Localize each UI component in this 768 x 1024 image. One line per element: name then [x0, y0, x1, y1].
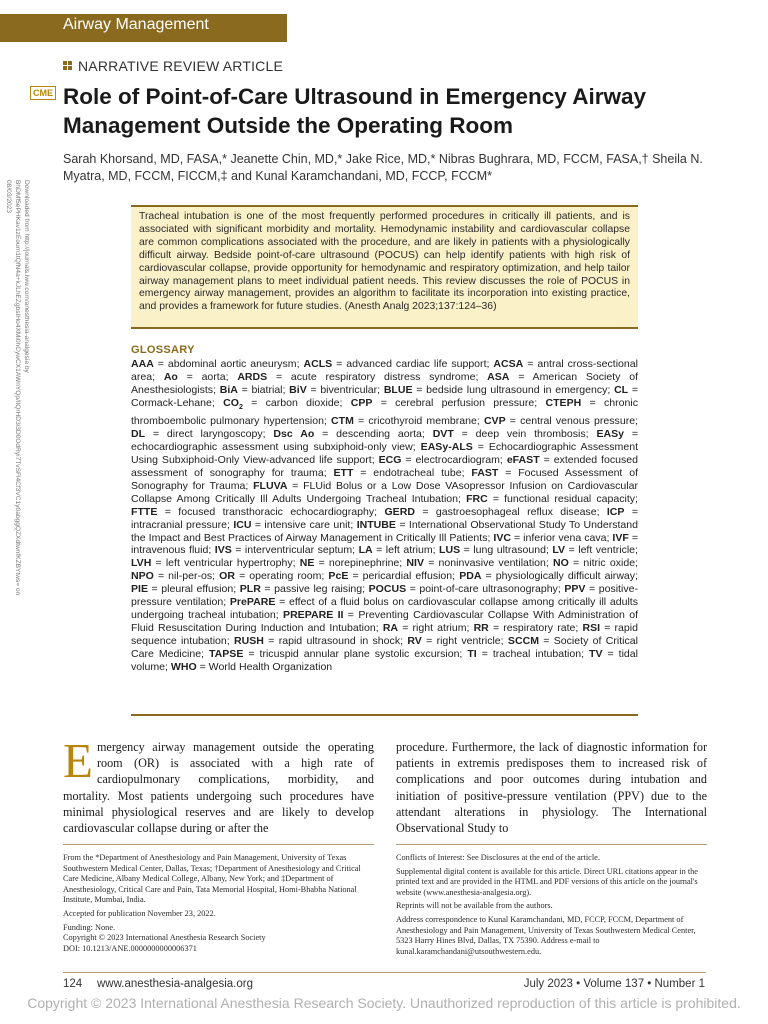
- glossary-term: Ao: [163, 370, 178, 383]
- section-label: Airway Management: [63, 16, 209, 33]
- glossary-term: eFAST: [506, 453, 540, 466]
- glossary-term: RV: [407, 635, 422, 648]
- glossary-definition: = left ventricle;: [565, 544, 638, 557]
- glossary-term: DVT: [432, 427, 454, 440]
- glossary-term: PPV: [564, 583, 586, 596]
- glossary-term: FRC: [466, 492, 488, 505]
- article-type-label: NARRATIVE REVIEW ARTICLE: [78, 58, 283, 74]
- glossary-definition: = biventricular;: [306, 383, 384, 396]
- glossary-definition: = Cormack-Lehane;: [131, 383, 638, 409]
- glossary-definition: = World Health Organization: [196, 661, 333, 674]
- glossary-term: IVF: [612, 531, 629, 544]
- author-list: Sarah Khorsand, MD, FASA,* Jeanette Chin, MD,* Jake Rice, MD,* Nibras Bughrara, MD, FCCM, FASA,† Sheila N. Myatra, MD, FCCM, FICCM,‡ and Kunal Karamchandani, MD, FCCP, FCCM*: [63, 152, 703, 183]
- glossary-term: BiA: [219, 383, 238, 396]
- glossary: [131, 344, 638, 674]
- glossary-definition: = intracranial pressure;: [131, 505, 638, 531]
- glossary-term: ACLS: [303, 358, 333, 370]
- glossary-definition: = left atrium;: [372, 544, 440, 557]
- glossary-term: ACSA: [493, 358, 524, 370]
- glossary-term: PIE: [131, 583, 148, 596]
- glossary-definition: = tracheal intubation;: [476, 648, 590, 661]
- glossary-heading: GLOSSARY: [131, 344, 195, 356]
- glossary-term: RR: [473, 622, 489, 635]
- glossary-definition: = electrocardiogram;: [401, 453, 507, 466]
- glossary-term: AAA: [131, 358, 154, 370]
- glossary-term: $CO_2$: [223, 396, 243, 411]
- glossary-term: IVS: [214, 544, 232, 557]
- glossary-term: Dsc Ao: [273, 427, 315, 440]
- glossary-term: PDA: [459, 570, 482, 583]
- glossary-term: BLUE: [383, 383, 413, 396]
- glossary-definition: = biatrial;: [237, 383, 290, 396]
- glossary-definition: = passive leg raising;: [260, 583, 369, 596]
- glossary-definition: = acute respiratory distress syndrome;: [267, 370, 488, 383]
- glossary-definition: = effect of a fluid bolus on cardiovascular collapse among critically ill adults undergoing tracheal intubation;: [131, 596, 638, 622]
- glossary-definition: = intravenous fluid;: [131, 531, 638, 557]
- glossary-definition: = central venous pressure;: [505, 414, 639, 427]
- glossary-term: DL: [131, 427, 146, 440]
- footnote-divider-left: [63, 844, 374, 845]
- glossary-term: TAPSE: [208, 648, 244, 661]
- glossary-term: TV: [589, 648, 603, 661]
- doi[interactable]: DOI: 10.1213/ANE.0000000000006371: [63, 943, 197, 953]
- glossary-definition: = interventricular septum;: [231, 544, 359, 557]
- glossary-term: FTTE: [131, 505, 158, 518]
- page-number: 124: [63, 978, 83, 990]
- glossary-definition: = noninvasive ventilation;: [424, 557, 554, 570]
- abstract: Tracheal intubation is one of the most frequently performed procedures in critically ill patients, and is associated with significant morbidity and mortality. Hemodynamic instability and cardiovascular collapse are common complications associated with the procedure, and are likely in patients with a physiologically difficult airway. Bedside point-of-care ultrasound (POCUS) can help identify patients with high risk of cardiovascular collapse, provide opportunity for hemodynamic and respiratory optimization, and help tailor airway management plans to meet individual patient needs. This review discusses the role of POCUS in emergency airway management, provides an algorithm to facilitate its incorporation into existing practice, and provides a framework for future studies. (Anesth Analg 2023;137:124–36): [131, 205, 638, 329]
- glossary-definition: = intensive care unit;: [251, 518, 357, 531]
- glossary-term: NO: [553, 557, 569, 570]
- glossary-definition: = tricuspid annular plane systolic excursion;: [243, 648, 468, 661]
- body-text-right: procedure. Furthermore, the lack of diagnostic information for patients in extremis predisposes them to increased risk of complications and poor outcomes during intubation and initiation of positive-pressure ventilation (PPV) due to the attendant alterations in physiology. The International Observational Study to: [396, 740, 707, 836]
- glossary-definition: = rapid sequence intubation;: [131, 622, 638, 648]
- glossary-term: LV: [552, 544, 566, 557]
- conflicts-of-interest: Conflicts of Interest: See Disclosures at the end of the article.: [396, 853, 600, 862]
- glossary-definition: = focused transthoracic echocardiography;: [157, 505, 385, 518]
- section-tab: [0, 14, 287, 42]
- glossary-definition: = respiratory rate;: [488, 622, 583, 635]
- article-type: [63, 58, 283, 74]
- glossary-definition: = point-of-care ultrasonography;: [406, 583, 565, 596]
- reprints: Reprints will not be available from the authors.: [396, 901, 553, 911]
- glossary-definition: = cricothyroid membrane;: [353, 414, 484, 427]
- glossary-definition: = gastroesophageal reflux disease;: [414, 505, 607, 518]
- glossary-definition: = Society of Critical Care Medicine;: [131, 635, 638, 661]
- glossary-term: FAST: [471, 466, 499, 479]
- glossary-term: ASA: [487, 370, 510, 383]
- glossary-definition: = cerebral perfusion pressure;: [372, 396, 546, 409]
- glossary-definition: = lung ultrasound;: [460, 544, 553, 557]
- glossary-term: FLUVA: [253, 479, 288, 492]
- glossary-term: OR: [219, 570, 235, 583]
- footnote-divider-right: [396, 844, 707, 845]
- glossary-definition: = norepinephrine;: [314, 557, 407, 570]
- glossary-definition: = pericardial effusion;: [348, 570, 460, 583]
- glossary-term: PcE: [328, 570, 349, 583]
- footnotes-right: [396, 853, 709, 960]
- glossary-term: NE: [299, 557, 315, 570]
- glossary-definition: = bedside lung ultrasound in emergency;: [412, 383, 615, 396]
- glossary-definition: = Focused Assessment of Sonography for Trauma;: [131, 466, 639, 492]
- glossary-term: LVH: [131, 557, 152, 570]
- glossary-definition: = FLUid Bolus or a Low Dose VAsopressor Infusion on Cardiovascular Collapse Among Critically Ill Adults Undergoing Tracheal Intubation;: [131, 479, 638, 505]
- glossary-definition: = nil-per-os;: [153, 570, 220, 583]
- cme-badge[interactable]: CME: [30, 86, 56, 100]
- glossary-term: ICP: [606, 505, 625, 518]
- glossary-body: [131, 358, 638, 674]
- glossary-term: NPO: [131, 570, 154, 583]
- glossary-term: CPP: [350, 396, 373, 409]
- glossary-definition: = rapid ultrasound in shock;: [263, 635, 408, 648]
- glossary-term: IVC: [493, 531, 511, 544]
- issue-info: July 2023 • Volume 137 • Number 1: [523, 978, 705, 990]
- glossary-definition: = Preventing Cardiovascular Collapse With Administration of Fluid Resuscitation During Induction and Intubation;: [131, 609, 639, 635]
- glossary-definition: = positive-pressure ventilation;: [131, 583, 638, 609]
- footnotes-left: [63, 853, 376, 957]
- glossary-term: ARDS: [237, 370, 268, 383]
- copyright-banner: Copyright © 2023 International Anesthesia Research Society. Unauthorized reproduction of this article is prohibited.: [27, 995, 741, 1011]
- glossary-term: INTUBE: [356, 518, 396, 531]
- glossary-definition: = nitric oxide;: [568, 557, 638, 570]
- body-column-left: [63, 733, 374, 836]
- glossary-term: CTM: [331, 414, 354, 427]
- glossary-term: CVP: [483, 414, 506, 427]
- article-title: Role of Point-of-Care Ultrasound in Emergency Airway Management Outside the Operating Room: [63, 84, 647, 138]
- glossary-term: LA: [358, 544, 373, 557]
- glossary-definition: = deep vein thrombosis;: [453, 427, 597, 440]
- glossary-definition: = International Observational Study To Understand the Impact and Best Practices of Airway Management in Critically Ill Patients;: [131, 518, 639, 544]
- copyright-line: Copyright © 2023 International Anesthesia Research Society: [63, 933, 266, 943]
- glossary-definition: = antral cross-sectional area;: [131, 358, 638, 383]
- glossary-definition: = operating room;: [234, 570, 329, 583]
- glossary-term: CTEPH: [545, 396, 582, 409]
- glossary-definition: = pleural effusion;: [148, 583, 240, 596]
- glossary-term: GERD: [384, 505, 415, 518]
- glossary-definition: = extended focused assessment of sonography for trauma;: [131, 453, 638, 479]
- glossary-definition: = endotracheal tube;: [353, 466, 472, 479]
- grid-square-icon: [63, 61, 72, 70]
- glossary-definition: = American Society of Anesthesiologists;: [131, 370, 639, 396]
- glossary-term: ICU: [233, 518, 252, 531]
- glossary-term: LUS: [439, 544, 461, 557]
- glossary-definition: = descending aorta;: [314, 427, 433, 440]
- correspondence: Address correspondence to Kunal Karamchandani, MD, FCCP, FCCM, Department of Anesthesiology and Pain Management, University of Texas Southwestern Medical Center, 5323 Harry Hines Blvd, Dallas, TX 75390. Address e-mail to kunal.karamchandani@utsouthwestern.edu.: [396, 914, 696, 956]
- affiliations: From the *Department of Anesthesiology and Pain Management, University of Texas Southwestern Medical Center, Dallas, Texas; †Department of Anesthesiology and Critical Care Medicine, Albany Medical College, Albany, New York; and ‡Department of Anesthesiology, Critical Care and Pain, Tata Memorial Hospital, Homi-Bhabha National Institute, Mumbai, India.: [63, 853, 361, 905]
- glossary-term: ECG: [378, 453, 402, 466]
- glossary-term: WHO: [170, 661, 197, 674]
- drop-cap: E: [63, 733, 93, 788]
- body-text-left: mergency airway management outside the operating room (OR) is associated with a high rate of cardiopulmonary complications, morbidity, and mortality. Most patients undergoing such procedures have minimal physiological reserves and are likely to develop cardiovascular collapse during or after the: [63, 740, 374, 836]
- glossary-term: EASy: [596, 427, 624, 440]
- body-column-right: [396, 739, 707, 836]
- glossary-definition: = carbon dioxide;: [242, 396, 351, 409]
- footer-divider: [63, 972, 706, 973]
- glossary-definition: = left ventricular hypertrophy;: [151, 557, 300, 570]
- glossary-definition: = inferior vena cava;: [510, 531, 613, 544]
- glossary-definition: = functional residual capacity;: [487, 492, 638, 505]
- glossary-definition: = echocardiographic assessment using subxiphoid-only view;: [131, 427, 638, 453]
- glossary-term: CL: [614, 383, 629, 396]
- accepted-date: Accepted for publication November 23, 2022.: [63, 908, 216, 918]
- glossary-definition: = physiologically difficult airway;: [481, 570, 638, 583]
- glossary-definition: = abdominal aortic aneurysm;: [153, 358, 304, 370]
- glossary-definition: = tidal volume;: [131, 648, 639, 674]
- glossary-term: POCUS: [368, 583, 407, 596]
- download-watermark: [5, 180, 39, 600]
- glossary-term: BiV: [289, 383, 307, 396]
- glossary-term: EASy-ALS: [420, 440, 473, 453]
- glossary-term: ETT: [333, 466, 354, 479]
- glossary-term: PREPARE II: [283, 609, 344, 622]
- glossary-term: RUSH: [234, 635, 264, 648]
- glossary-term: NIV: [406, 557, 425, 570]
- glossary-definition: = direct laryngoscopy;: [145, 427, 274, 440]
- glossary-term: RSI: [582, 622, 601, 635]
- supplemental-content: Supplemental digital content is available for this article. Direct URL citations appear in the printed text and are provided in the HTML and PDF versions of this article on the journal's website (www.anesthesia-analgesia.org).: [396, 866, 698, 897]
- glossary-divider: [131, 714, 638, 716]
- glossary-definition: = right ventricle;: [421, 635, 508, 648]
- glossary-term: SCCM: [507, 635, 539, 648]
- glossary-term: TI: [467, 648, 477, 661]
- download-watermark-text: Downloaded from http://journals.lww.com/anesthesia-analgesia by BhDMf5ePHKav1zEoum1tQfN4a+kJLhEZgbsIHo4XMi0hCywCX1AWnYQp/IlQrHD3i3D0OdRyi7TvSFl4Cf3VC1y0abggQZXdtwnfKZBYtws= on 08/03/2023: [5, 180, 30, 596]
- journal-website-link[interactable]: www.anesthesia-analgesia.org: [97, 978, 253, 990]
- glossary-term: PLR: [239, 583, 261, 596]
- glossary-term: PrePARE: [229, 596, 276, 609]
- glossary-definition: = aorta;: [177, 370, 238, 383]
- funding: Funding: None.: [63, 922, 116, 932]
- glossary-definition: = right atrium;: [398, 622, 474, 635]
- glossary-definition: = chronic thromboembolic pulmonary hypertension;: [131, 396, 638, 427]
- glossary-definition: = advanced cardiac life support;: [332, 358, 494, 370]
- glossary-term: RA: [382, 622, 399, 635]
- glossary-definition: = Echocardiographic Assessment Using Subxiphoid-Only View-advanced life support;: [131, 440, 638, 466]
